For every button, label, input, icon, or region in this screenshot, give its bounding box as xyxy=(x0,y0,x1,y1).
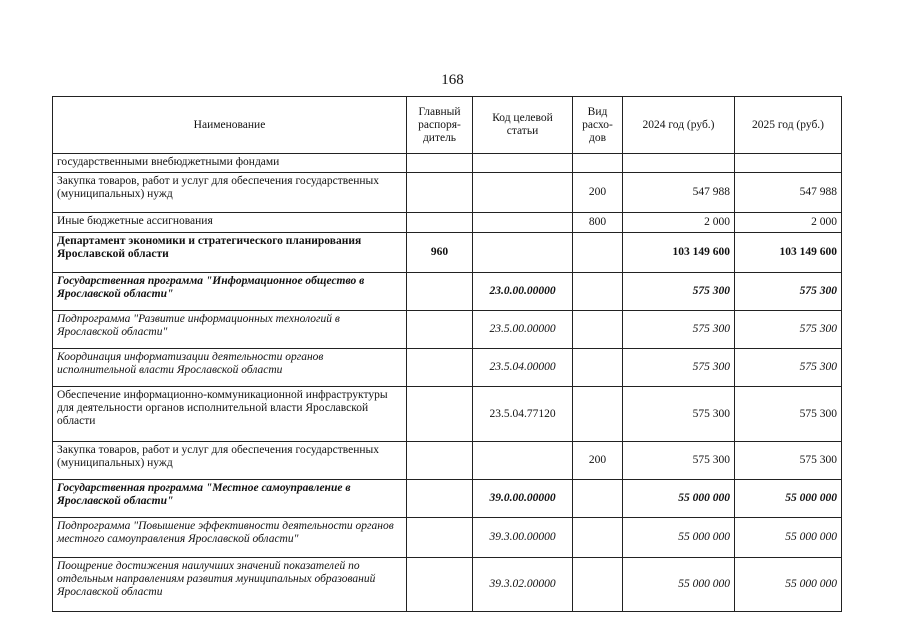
table-row xyxy=(53,518,842,558)
page-number: 168 xyxy=(441,72,464,88)
row-type xyxy=(573,387,623,442)
table-row xyxy=(53,173,842,213)
row-code: 23.5.04.00000 xyxy=(473,349,573,387)
row-2024: 547 988 xyxy=(623,173,735,213)
row-manager xyxy=(407,154,473,173)
row-code: 23.5.04.77120 xyxy=(473,387,573,442)
table-row xyxy=(53,213,842,233)
row-manager xyxy=(407,387,473,442)
row-manager xyxy=(407,349,473,387)
row-2024: 55 000 000 xyxy=(623,518,735,558)
row-2024: 55 000 000 xyxy=(623,480,735,518)
row-type: 200 xyxy=(573,442,623,480)
row-2025 xyxy=(735,154,842,173)
row-name: Государственная программа "Местное самоуправление в Ярославской области" xyxy=(53,480,407,518)
row-code: 23.0.00.00000 xyxy=(473,273,573,311)
row-2025: 575 300 xyxy=(735,387,842,442)
header-target-code: Код целевой статьи xyxy=(473,97,573,154)
row-2025: 2 000 xyxy=(735,213,842,233)
row-2024: 575 300 xyxy=(623,387,735,442)
row-code: 23.5.00.00000 xyxy=(473,311,573,349)
row-2024: 2 000 xyxy=(623,213,735,233)
row-code xyxy=(473,173,573,213)
header-year-2024: 2024 год (руб.) xyxy=(623,97,735,154)
header-name: Наименование xyxy=(53,97,407,154)
row-type: 200 xyxy=(573,173,623,213)
row-manager xyxy=(407,480,473,518)
table-row xyxy=(53,233,842,273)
row-name: Закупка товаров, работ и услуг для обеспечения государственных (муниципальных) нужд xyxy=(53,442,407,480)
row-name: государственными внебюджетными фондами xyxy=(53,154,407,173)
row-type: 800 xyxy=(573,213,623,233)
table-header-row xyxy=(53,97,842,154)
row-2024 xyxy=(623,154,735,173)
row-2025: 575 300 xyxy=(735,311,842,349)
row-name: Обеспечение информационно-коммуникационной инфраструктуры для деятельности органов исполнительной власти Ярославской области xyxy=(53,387,407,442)
row-name: Подпрограмма "Развитие информационных технологий в Ярославской области" xyxy=(53,311,407,349)
table-row xyxy=(53,349,842,387)
row-code xyxy=(473,154,573,173)
row-2025: 103 149 600 xyxy=(735,233,842,273)
row-name: Поощрение достижения наилучших значений показателей по отдельным направлениям развития муниципальных образований Ярославской области xyxy=(53,558,407,612)
row-name: Департамент экономики и стратегического планирования Ярославской области xyxy=(53,233,407,273)
row-2024: 575 300 xyxy=(623,273,735,311)
row-manager xyxy=(407,273,473,311)
row-manager xyxy=(407,213,473,233)
row-2025: 575 300 xyxy=(735,349,842,387)
table-row xyxy=(53,387,842,442)
row-type xyxy=(573,480,623,518)
row-type xyxy=(573,273,623,311)
row-type xyxy=(573,518,623,558)
row-name: Закупка товаров, работ и услуг для обеспечения государственных (муниципальных) нужд xyxy=(53,173,407,213)
row-type xyxy=(573,349,623,387)
row-2024: 575 300 xyxy=(623,311,735,349)
row-name: Государственная программа "Информационное общество в Ярославской области" xyxy=(53,273,407,311)
row-2025: 575 300 xyxy=(735,273,842,311)
budget-table xyxy=(52,96,842,612)
row-2024: 575 300 xyxy=(623,442,735,480)
row-code: 39.0.00.00000 xyxy=(473,480,573,518)
row-manager xyxy=(407,442,473,480)
row-name: Подпрограмма "Повышение эффективности деятельности органов местного самоуправления Ярославской области" xyxy=(53,518,407,558)
table-row xyxy=(53,311,842,349)
row-code: 39.3.00.00000 xyxy=(473,518,573,558)
row-manager xyxy=(407,173,473,213)
row-type xyxy=(573,154,623,173)
row-type xyxy=(573,233,623,273)
table-row xyxy=(53,154,842,173)
table-row xyxy=(53,273,842,311)
header-manager: Главный распоря-дитель xyxy=(407,97,473,154)
row-2024: 103 149 600 xyxy=(623,233,735,273)
row-2025: 575 300 xyxy=(735,442,842,480)
header-year-2025: 2025 год (руб.) xyxy=(735,97,842,154)
row-type xyxy=(573,558,623,612)
row-code: 39.3.02.00000 xyxy=(473,558,573,612)
row-name: Координация информатизации деятельности органов исполнительной власти Ярославской области xyxy=(53,349,407,387)
table-row xyxy=(53,480,842,518)
row-code xyxy=(473,442,573,480)
row-2025: 55 000 000 xyxy=(735,518,842,558)
row-2025: 55 000 000 xyxy=(735,480,842,518)
row-code xyxy=(473,213,573,233)
row-name: Иные бюджетные ассигнования xyxy=(53,213,407,233)
header-expense-type: Вид расхо-дов xyxy=(573,97,623,154)
row-manager xyxy=(407,518,473,558)
row-manager xyxy=(407,558,473,612)
row-2025: 55 000 000 xyxy=(735,558,842,612)
row-manager: 960 xyxy=(407,233,473,273)
row-manager xyxy=(407,311,473,349)
row-type xyxy=(573,311,623,349)
table-row xyxy=(53,558,842,612)
row-2025: 547 988 xyxy=(735,173,842,213)
row-code xyxy=(473,233,573,273)
row-2024: 575 300 xyxy=(623,349,735,387)
table-row xyxy=(53,442,842,480)
row-2024: 55 000 000 xyxy=(623,558,735,612)
